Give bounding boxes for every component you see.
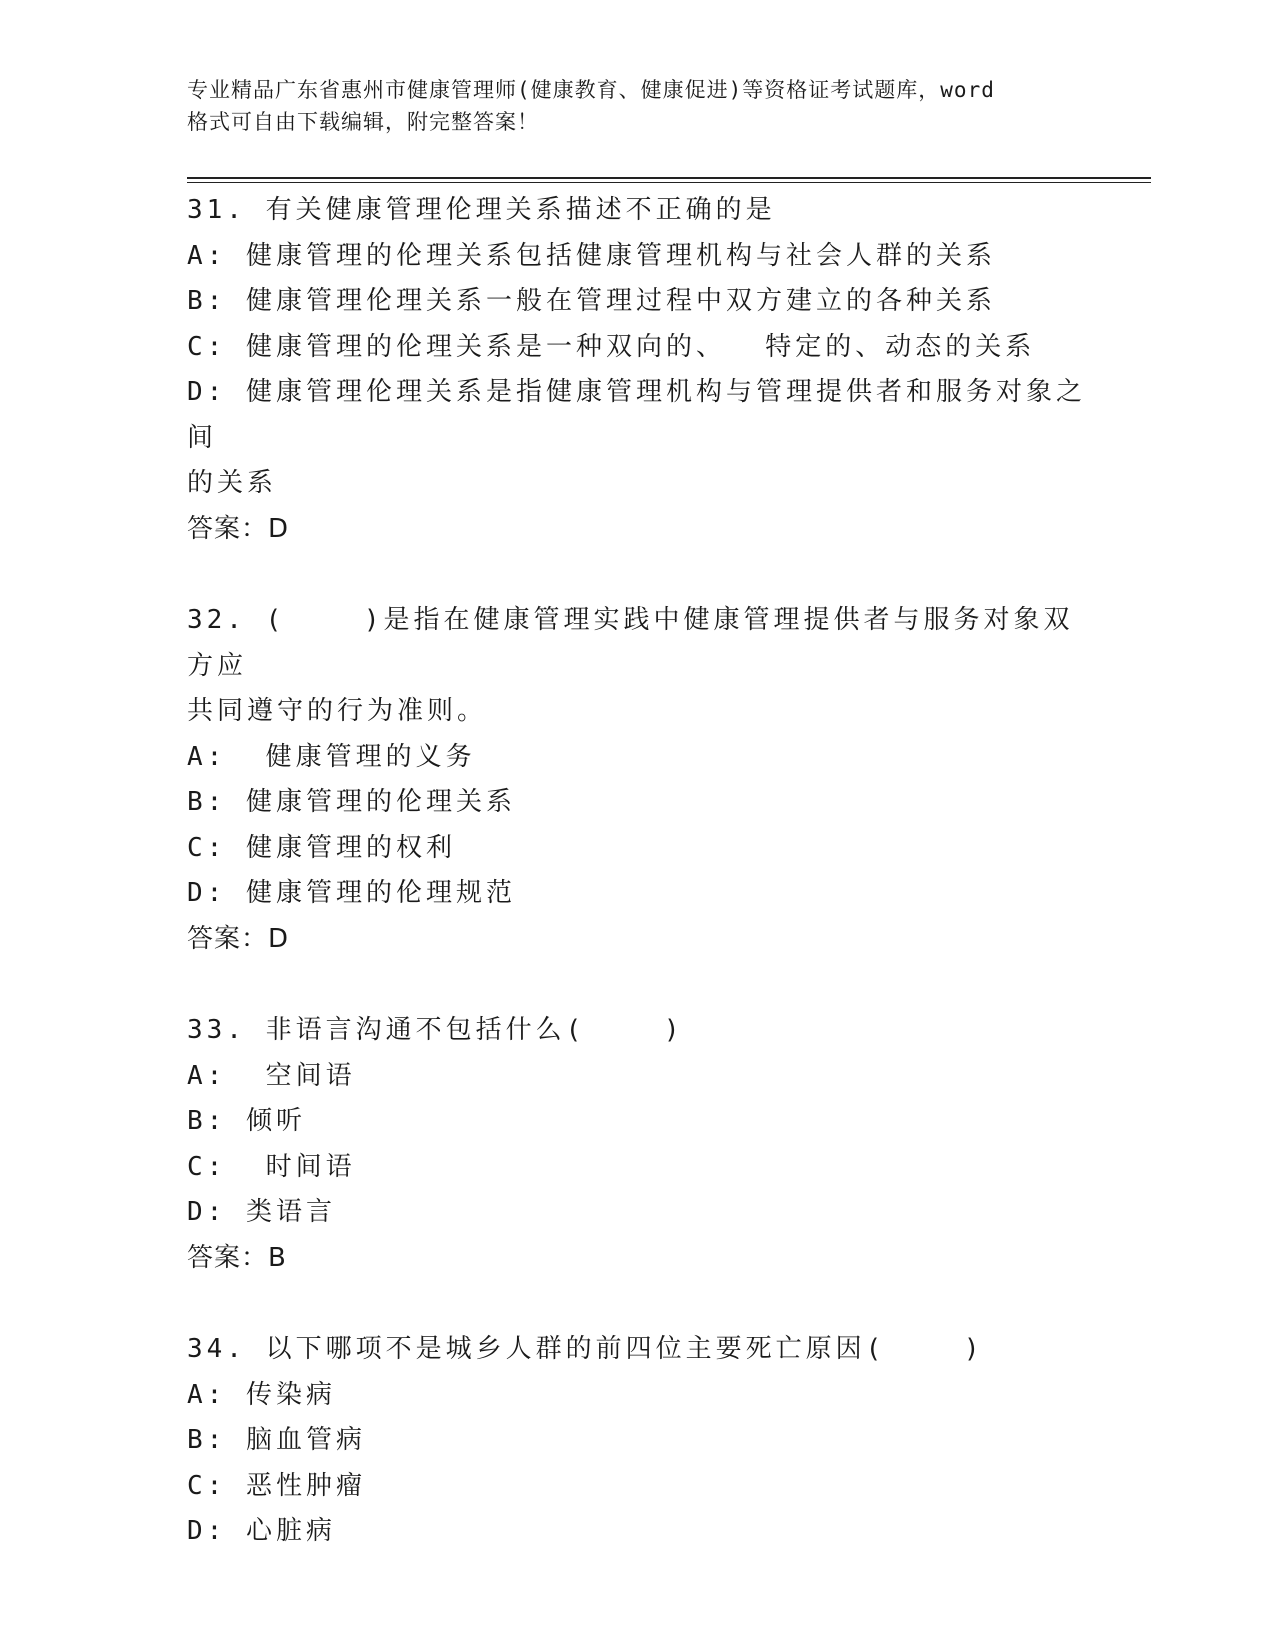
question-31	[187, 188, 1087, 552]
question-34	[187, 1327, 1087, 1555]
option-b: B: 脑血管病	[187, 1425, 366, 1455]
option-d: D: 健康管理的伦理规范	[187, 878, 516, 908]
option-c: C: 健康管理的权利	[187, 832, 456, 863]
question-32	[187, 598, 1087, 962]
question-stem: 34. 以下哪项不是城乡人群的前四位主要死亡原因( )	[187, 1334, 984, 1364]
option-d: D: 心脏病	[187, 1516, 336, 1546]
option-c: C: 恶性肿瘤	[187, 1470, 366, 1501]
question-33	[187, 1008, 1087, 1281]
option-a: A: 空间语	[187, 1060, 356, 1091]
option-a: A: 健康管理的义务	[187, 741, 476, 772]
header-rule-thick	[187, 177, 1151, 179]
option-b: B: 倾听	[187, 1106, 306, 1136]
header-rule-thin	[187, 182, 1151, 183]
question-list	[187, 188, 1087, 1601]
header-line-1: 专业精品广东省惠州市健康管理师(健康教育、健康促进)等资格证考试题库，word	[187, 78, 995, 102]
option-a: A: 健康管理的伦理关系包括健康管理机构与社会人群的关系	[187, 240, 996, 271]
option-d-continued: 的关系	[187, 468, 278, 498]
question-stem-continued: 共同遵守的行为准则。	[187, 696, 488, 726]
question-stem: 33. 非语言沟通不包括什么( )	[187, 1015, 684, 1045]
answer-label: 答案：D	[187, 513, 290, 544]
question-stem: 32. ( )是指在健康管理实践中健康管理提供者与服务对象双方应	[187, 605, 1074, 681]
option-c: C: 时间语	[187, 1151, 356, 1182]
document-header	[187, 74, 1087, 138]
option-b: B: 健康管理伦理关系一般在管理过程中双方建立的各种关系	[187, 286, 996, 316]
answer-label: 答案：D	[187, 923, 290, 954]
answer-label: 答案：B	[187, 1242, 287, 1273]
option-c: C: 健康管理的伦理关系是一种双向的、 特定的、动态的关系	[187, 331, 1036, 362]
option-a: A: 传染病	[187, 1379, 336, 1410]
header-line-2: 格式可自由下载编辑，附完整答案！	[187, 110, 539, 134]
question-stem: 31. 有关健康管理伦理关系描述不正确的是	[187, 195, 776, 225]
option-d: D: 类语言	[187, 1197, 336, 1227]
option-b: B: 健康管理的伦理关系	[187, 787, 516, 817]
option-d: D: 健康管理伦理关系是指健康管理机构与管理提供者和服务对象之间	[187, 377, 1086, 453]
